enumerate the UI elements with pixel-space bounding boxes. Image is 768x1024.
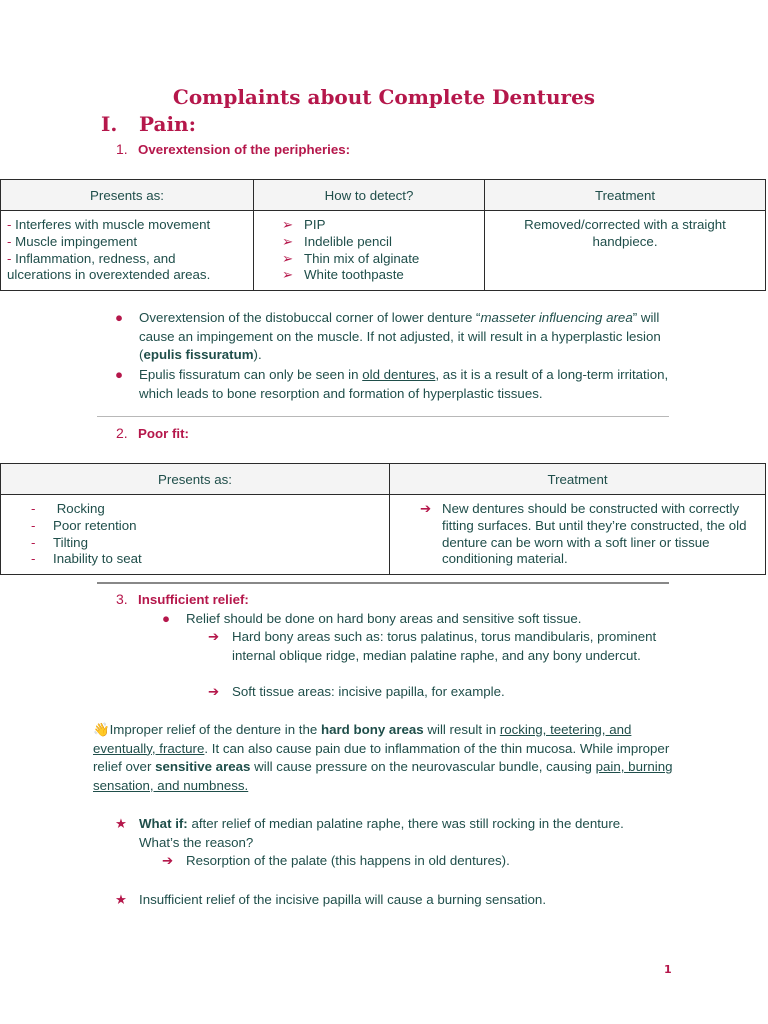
waving-hand-icon: 👋 (93, 722, 110, 737)
subheading-number: 1. (116, 141, 128, 157)
section-heading (101, 112, 196, 136)
table-header-row (1, 180, 766, 211)
list-item: ➔ Hard bony areas such as: torus palatinus, torus mandibularis, prominent internal oblique ridge, median palatine raphe, and any bony undercut. (208, 629, 657, 663)
table-header: How to detect? (254, 180, 485, 211)
arrow-icon: ➔ (208, 629, 220, 644)
list-item: - Rocking (31, 501, 105, 516)
subheading-title: Overextension of the peripheries: (138, 142, 351, 157)
subheading-overextension (116, 141, 350, 157)
list-item: ● Epulis fissuratum can only be seen in old dentures, as it is a result of a long-term irritation, which leads to bone resorption and formation of hyperplastic tissues. (115, 367, 669, 401)
arrow-icon: ➔ (208, 684, 220, 699)
arrowhead-icon: ➢ (282, 217, 294, 232)
list-item: ➔ Soft tissue areas: incisive papilla, for example. (232, 683, 682, 702)
list-item: ➢ White toothpaste (282, 267, 404, 283)
list-item: - Poor retention (31, 517, 137, 533)
star-icon: ★ (115, 816, 127, 831)
arrow-icon: ➔ (162, 853, 174, 868)
subheading-title: Poor fit: (138, 426, 189, 441)
list-item: ● Relief should be done on hard bony areas and sensitive soft tissue. (186, 610, 686, 629)
arrowhead-icon: ➢ (282, 267, 294, 283)
divider (97, 416, 669, 417)
bullet-icon: ● (162, 611, 171, 626)
note-paragraph: 👋Improper relief of the denture in the hard bony areas will result in rocking, teetering, and eventually, fracture. It can also cause pain due to inflammation of the thin mucosa. While improper relief over sensitive areas will cause pressure on the neurovascular bundle, causing pain, burning sensation, and numbness. (93, 722, 673, 793)
dash-icon: - (31, 534, 36, 550)
arrowhead-icon: ➢ (282, 233, 294, 249)
list-item: - Inflammation, redness, and (7, 250, 176, 266)
dash-icon: - (31, 517, 36, 533)
list-item: ➢ PIP (282, 217, 326, 232)
list-item: - Interferes with muscle movement (7, 217, 211, 232)
table-header: Presents as: (1, 464, 390, 495)
arrow-icon: ➔ (420, 501, 432, 516)
list-item: ★ Insufficient relief of the incisive papilla will cause a burning sensation. (139, 891, 679, 910)
section-number: I. (101, 112, 118, 136)
overextension-table (0, 179, 766, 291)
list-item: ● Overextension of the distobuccal corner of lower denture “masseter influencing area” will cause an impingement on the muscle. If not adjusted, it will result in a hyperplastic lesion (epulis fissuratum). (115, 310, 661, 362)
subheading-poor-fit (116, 425, 189, 441)
table-header-row (1, 464, 766, 495)
star-icon: ★ (115, 892, 127, 907)
section-label: Pain: (139, 112, 196, 136)
divider (97, 582, 669, 584)
treatment-cell: ➔ New dentures should be constructed with correctly fitting surfaces. But until they’re constructed, the old denture can be worn with a soft liner or tissue conditioning material. (390, 495, 766, 575)
bullet-icon: ● (115, 310, 124, 325)
arrowhead-icon: ➢ (282, 250, 294, 266)
bullet-icon: ● (115, 367, 124, 382)
document-title: Complaints about Complete Dentures (172, 85, 596, 109)
table-row (1, 211, 766, 291)
subheading-insufficient-relief (116, 591, 249, 607)
table-row (1, 495, 766, 575)
subheading-number: 3. (116, 591, 128, 607)
table-header: Treatment (390, 464, 766, 495)
page-number: 1 (664, 963, 672, 976)
presents-cell (1, 495, 390, 575)
list-item: - Muscle impingement (7, 233, 138, 249)
list-item: ulcerations in overextended areas. (7, 267, 211, 283)
list-item: ➢ Thin mix of alginate (282, 250, 420, 266)
detect-cell (254, 211, 485, 291)
subheading-number: 2. (116, 425, 128, 441)
presents-cell (1, 211, 254, 291)
treatment-cell: Removed/corrected with a straight handpiece. (485, 211, 766, 291)
table-header: Presents as: (1, 180, 254, 211)
dash-icon: - (31, 551, 36, 567)
list-item: ★ What if: after relief of median palatine raphe, there was still rocking in the denture. What’s the reason? (115, 816, 624, 850)
subheading-title: Insufficient relief: (138, 592, 249, 607)
list-item: ➢ Indelible pencil (282, 233, 392, 249)
poor-fit-table (0, 463, 766, 575)
list-item: - Inability to seat (31, 551, 142, 567)
dash-icon: - (31, 501, 36, 516)
table-header: Treatment (485, 180, 766, 211)
list-item: - Tilting (31, 534, 88, 550)
list-item: ➔ Resorption of the palate (this happens in old dentures). (186, 852, 666, 871)
